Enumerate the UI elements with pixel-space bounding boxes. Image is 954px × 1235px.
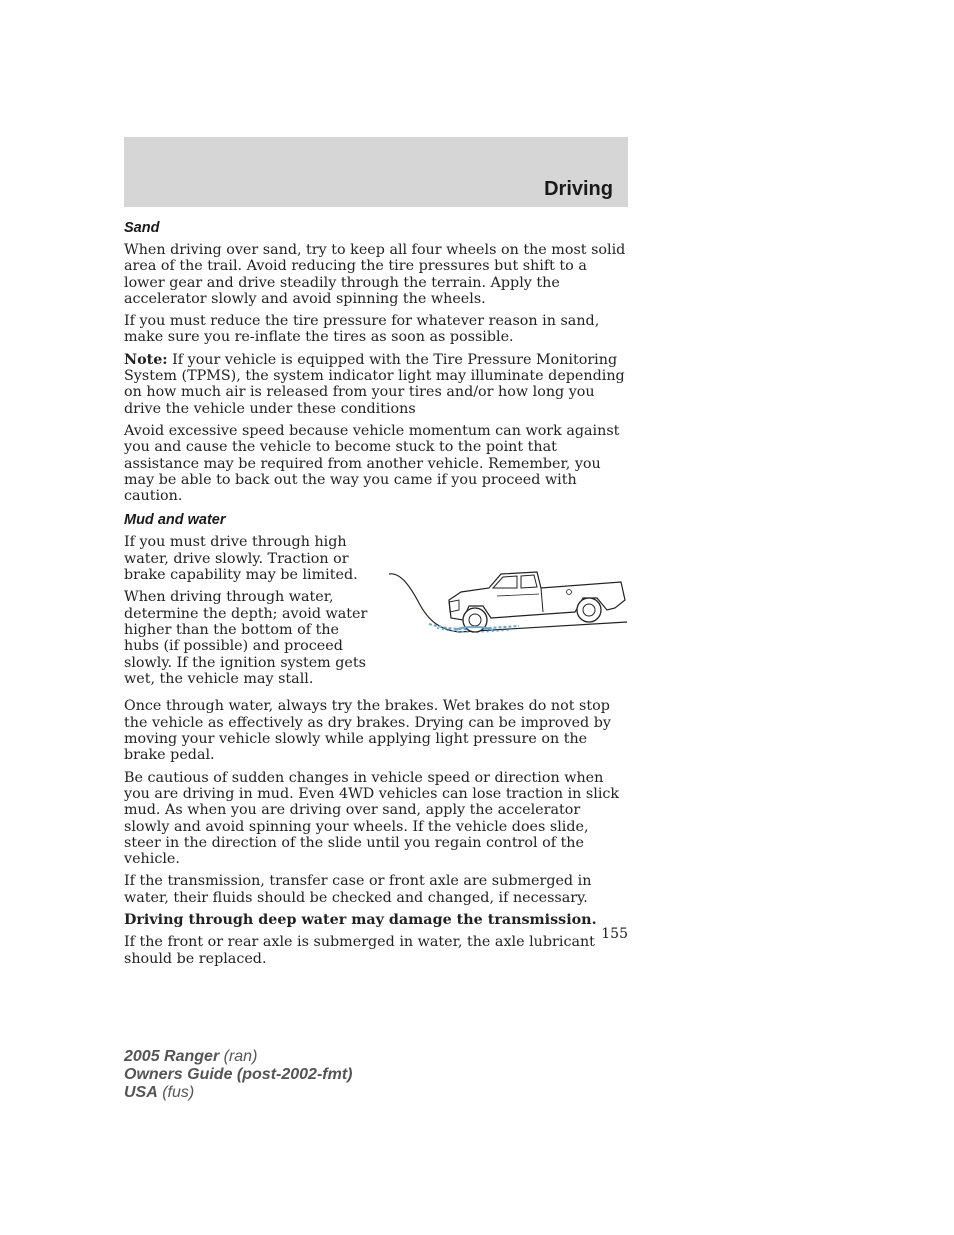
note-label: Note: [124,351,168,368]
section-header-band [124,137,628,207]
page-number: 155 [601,926,628,942]
footer-model-code: (ran) [219,1048,258,1065]
note-text: If your vehicle is equipped with the Tire Pressure Monitoring System (TPMS), the system indicator light may illuminate depending on how much air is released from your tires and/or how long you drive the vehicle under these conditions [124,351,625,417]
mud-intro-text [124,534,374,693]
sand-note [124,352,628,417]
mud-paragraph-1: If you must drive through high water, drive slowly. Traction or brake capability may be limited. [124,534,358,584]
footer-market: USA [124,1084,158,1101]
sand-paragraph-2: If you must reduce the tire pressure for whatever reason in sand, make sure you re-inflate the tires as soon as possible. [124,313,600,346]
footer-line-2 [124,1066,352,1084]
mud-paragraph-4: Be cautious of sudden changes in vehicle speed or direction when you are driving in mud. Even 4WD vehicles can lose traction in slick mud. As when you are driving over sand, apply the accelerator slowly and avoid spinning your wheels. If the vehicle does slide, steer in the direction of the slide until you regain control of the vehicle. [124,769,620,868]
section-title: Driving [544,178,613,200]
deep-water-warning: Driving through deep water may damage the transmission. [124,912,597,929]
footer-line-3 [124,1084,352,1102]
sand-paragraph-1: When driving over sand, try to keep all four wheels on the most solid area of the trail. Avoid reducing the tire pressures but shift to a lower gear and drive steadily through the terrain. Apply the accelerator slowly and avoid spinning the wheels. [124,242,626,307]
page-content [124,220,628,973]
footer-market-code: (fus) [157,1084,195,1101]
mud-paragraph-2: When driving through water, determine the depth; avoid water higher than the bottom of the hubs (if possible) and proceed slowly. If the ignition system gets wet, the vehicle may stall. [124,589,368,687]
mud-intro-with-illustration [124,534,628,692]
sand-heading: Sand [124,220,160,236]
footer-line-1 [124,1048,352,1066]
mud-heading: Mud and water [124,512,226,529]
truck-in-water-illustration [389,548,629,658]
mud-paragraph-3: Once through water, always try the brakes. Wet brakes do not stop the vehicle as effectively as dry brakes. Drying can be improved by moving your vehicle slowly while applying light pressure on the brake pedal. [124,698,611,764]
mud-paragraph-5: If the transmission, transfer case or front axle are submerged in water, their fluids should be checked and changed, if necessary. [124,873,592,906]
mud-paragraph-6: If the front or rear axle is submerged in water, the axle lubricant should be replaced. [124,934,595,967]
footer-model: 2005 Ranger [124,1048,220,1065]
footer-guide: Owners Guide (post-2002-fmt) [124,1066,353,1083]
sand-paragraph-3: Avoid excessive speed because vehicle momentum can work against you and cause the vehicle to become stuck to the point that assistance may be required from another vehicle. Remember, you may be able to back out the way you came if you proceed with caution. [124,422,620,505]
document-footer [124,1048,352,1102]
